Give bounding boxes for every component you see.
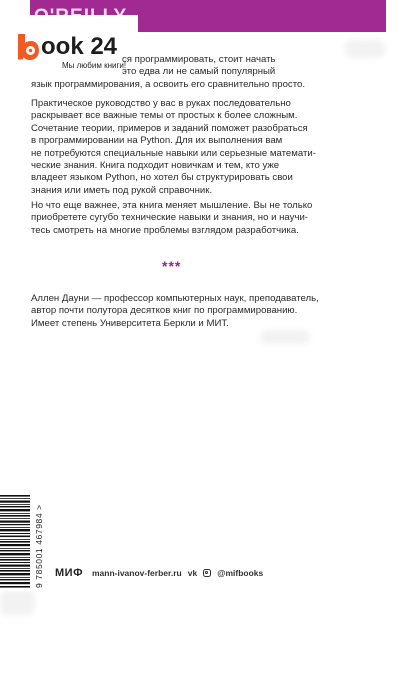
book24-wordmark-text: ook 24 — [41, 33, 118, 60]
text-line: тесь смотреть на многие проблемы взглядом разработчика. — [31, 224, 299, 236]
cover-smudge — [0, 590, 35, 615]
blurb-paragraph-3 — [31, 200, 331, 237]
vk-icon[interactable]: vk — [187, 568, 198, 578]
book24-tagline: Мы любим книги! — [62, 61, 127, 70]
instagram-icon[interactable] — [203, 569, 211, 577]
text-line: автор почти полутора десятков книг по программированию. — [31, 305, 298, 317]
section-separator: *** — [162, 258, 182, 274]
cover-smudge — [260, 330, 310, 344]
text-line: Имеет степень Университета Беркли и МИТ. — [31, 317, 229, 329]
author-bio — [31, 293, 331, 330]
text-line: в программировании на Python. Для их выполнения вам — [31, 135, 283, 147]
text-line: раскрывает все важные темы от простых к более сложным. — [31, 110, 298, 122]
intro-fragment: ся программировать, стоит начать — [122, 54, 276, 65]
text-line: ческие знания. Книга подходит новичкам и тем, кто уже — [31, 160, 280, 172]
barcode — [0, 493, 30, 591]
blurb-paragraph-2 — [31, 98, 331, 197]
blurb-intro — [31, 54, 331, 91]
publisher-website[interactable]: mann-ivanov-ferber.ru — [91, 568, 182, 578]
publisher-footer — [55, 566, 263, 580]
text-line: Аллен Дауни — профессор компьютерных наук, преподаватель, — [31, 293, 319, 304]
publisher-social-handle[interactable]: @mifbooks — [217, 568, 264, 578]
text-line: Но что еще важнее, эта книга меняет мышление. Вы не только — [31, 200, 313, 211]
text-line: Сочетание теории, примеров и заданий поможет разобраться — [31, 122, 308, 134]
intro-line: это едва ли не самый популярный — [122, 66, 276, 78]
text-line: Практическое руководство у вас в руках последовательно — [31, 98, 291, 109]
text-line: владеет языком Python, но хотел бы структурировать свои — [31, 172, 293, 184]
text-line: не потребуются специальные навыки или серьезные математи- — [31, 147, 316, 159]
isbn-number: 9 785001 467984 > — [34, 504, 44, 588]
cover-smudge — [345, 40, 385, 58]
text-line: знания или иметь под рукой справочник. — [31, 184, 213, 196]
intro-line: язык программирования, а освоить его сравнительно просто. — [31, 78, 305, 90]
text-line: приобретете сугубо технические навыки и знания, но и научи- — [31, 212, 308, 224]
mif-logo: МИФ — [55, 567, 83, 579]
